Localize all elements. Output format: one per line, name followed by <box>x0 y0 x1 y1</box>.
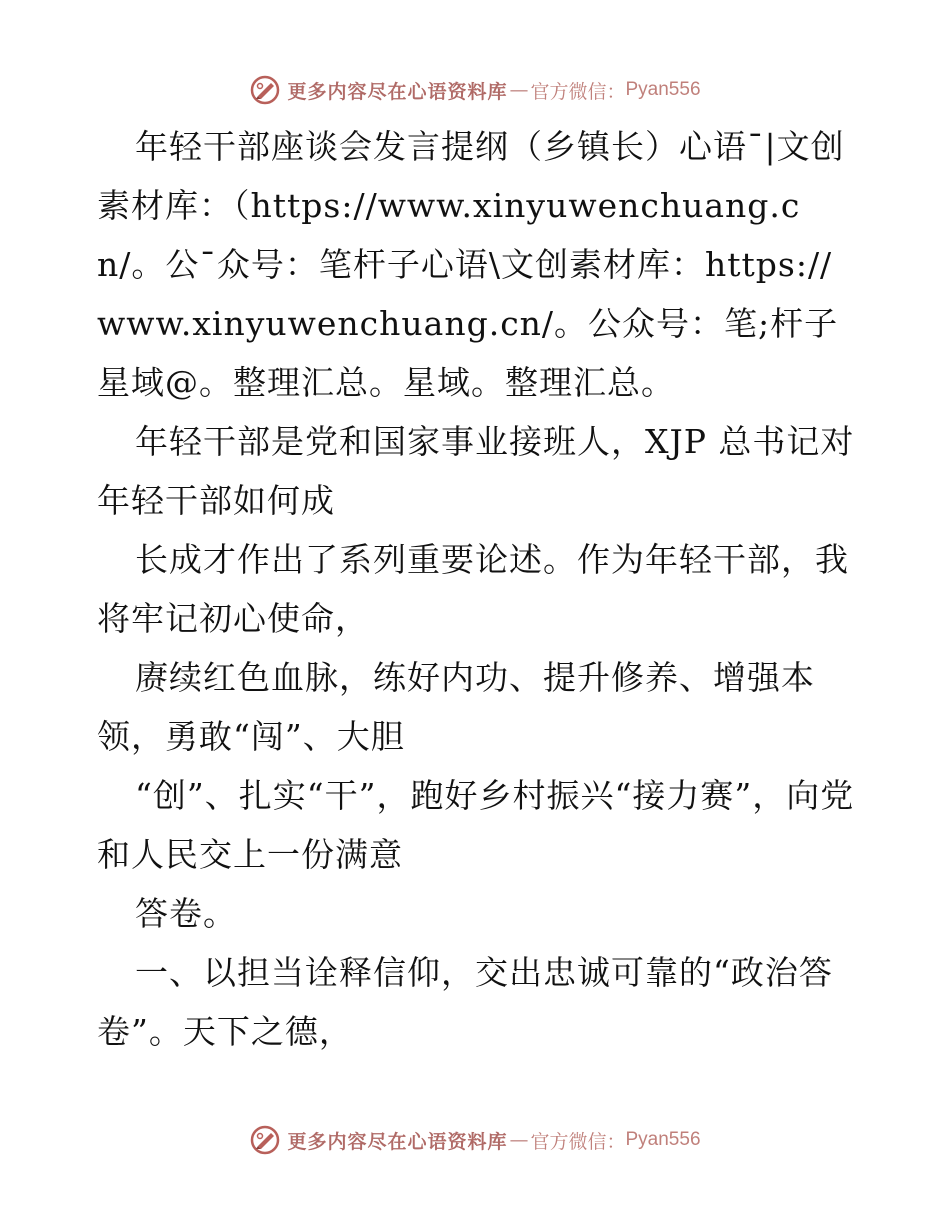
paragraph: 年轻干部座谈会发言提纲（乡镇长）心语¯|文创素材库：（https://www.xinyuwenchuang.cn/。公¯众号：笔杆子心语\文创素材库：https://www.xinyuwenchuang.cn/。公众号：笔;杆子星域@。整理汇总。星域。整理汇总。 <box>97 127 845 402</box>
banner-wechat-id: Pyan556 <box>625 79 701 100</box>
banner-separator: — <box>509 1129 529 1151</box>
paragraph: “创”、扎实“干”，跑好乡村振兴“接力赛”，向党和人民交上一份满意 <box>97 776 855 874</box>
brush-pen-logo-icon <box>249 1124 281 1156</box>
header-banner <box>0 70 950 110</box>
brush-pen-logo-icon <box>249 74 281 106</box>
paragraph: 一、以担当诠释信仰，交出忠诚可靠的“政治答卷”。天下之德， <box>97 953 833 1051</box>
document-body <box>97 117 857 1061</box>
banner-separator: — <box>509 79 529 101</box>
banner-title: 更多内容尽在心语资料库 <box>287 1130 508 1153</box>
banner-title: 更多内容尽在心语资料库 <box>287 80 508 103</box>
paragraph: 年轻干部是党和国家事业接班人，XJP 总书记对年轻干部如何成 <box>97 422 855 520</box>
paragraph: 答卷。 <box>135 894 237 933</box>
paragraph: 赓续红色血脉，练好内功、提升修养、增强本领，勇敢“闯”、大胆 <box>97 658 815 756</box>
paragraph: 长成才作出了系列重要论述。作为年轻干部，我将牢记初心使命， <box>97 540 849 638</box>
banner-wechat-id: Pyan556 <box>625 1129 701 1150</box>
banner-wechat-label: 官方微信： <box>530 1130 626 1153</box>
banner-wechat-label: 官方微信： <box>530 80 626 103</box>
footer-banner <box>0 1120 950 1160</box>
